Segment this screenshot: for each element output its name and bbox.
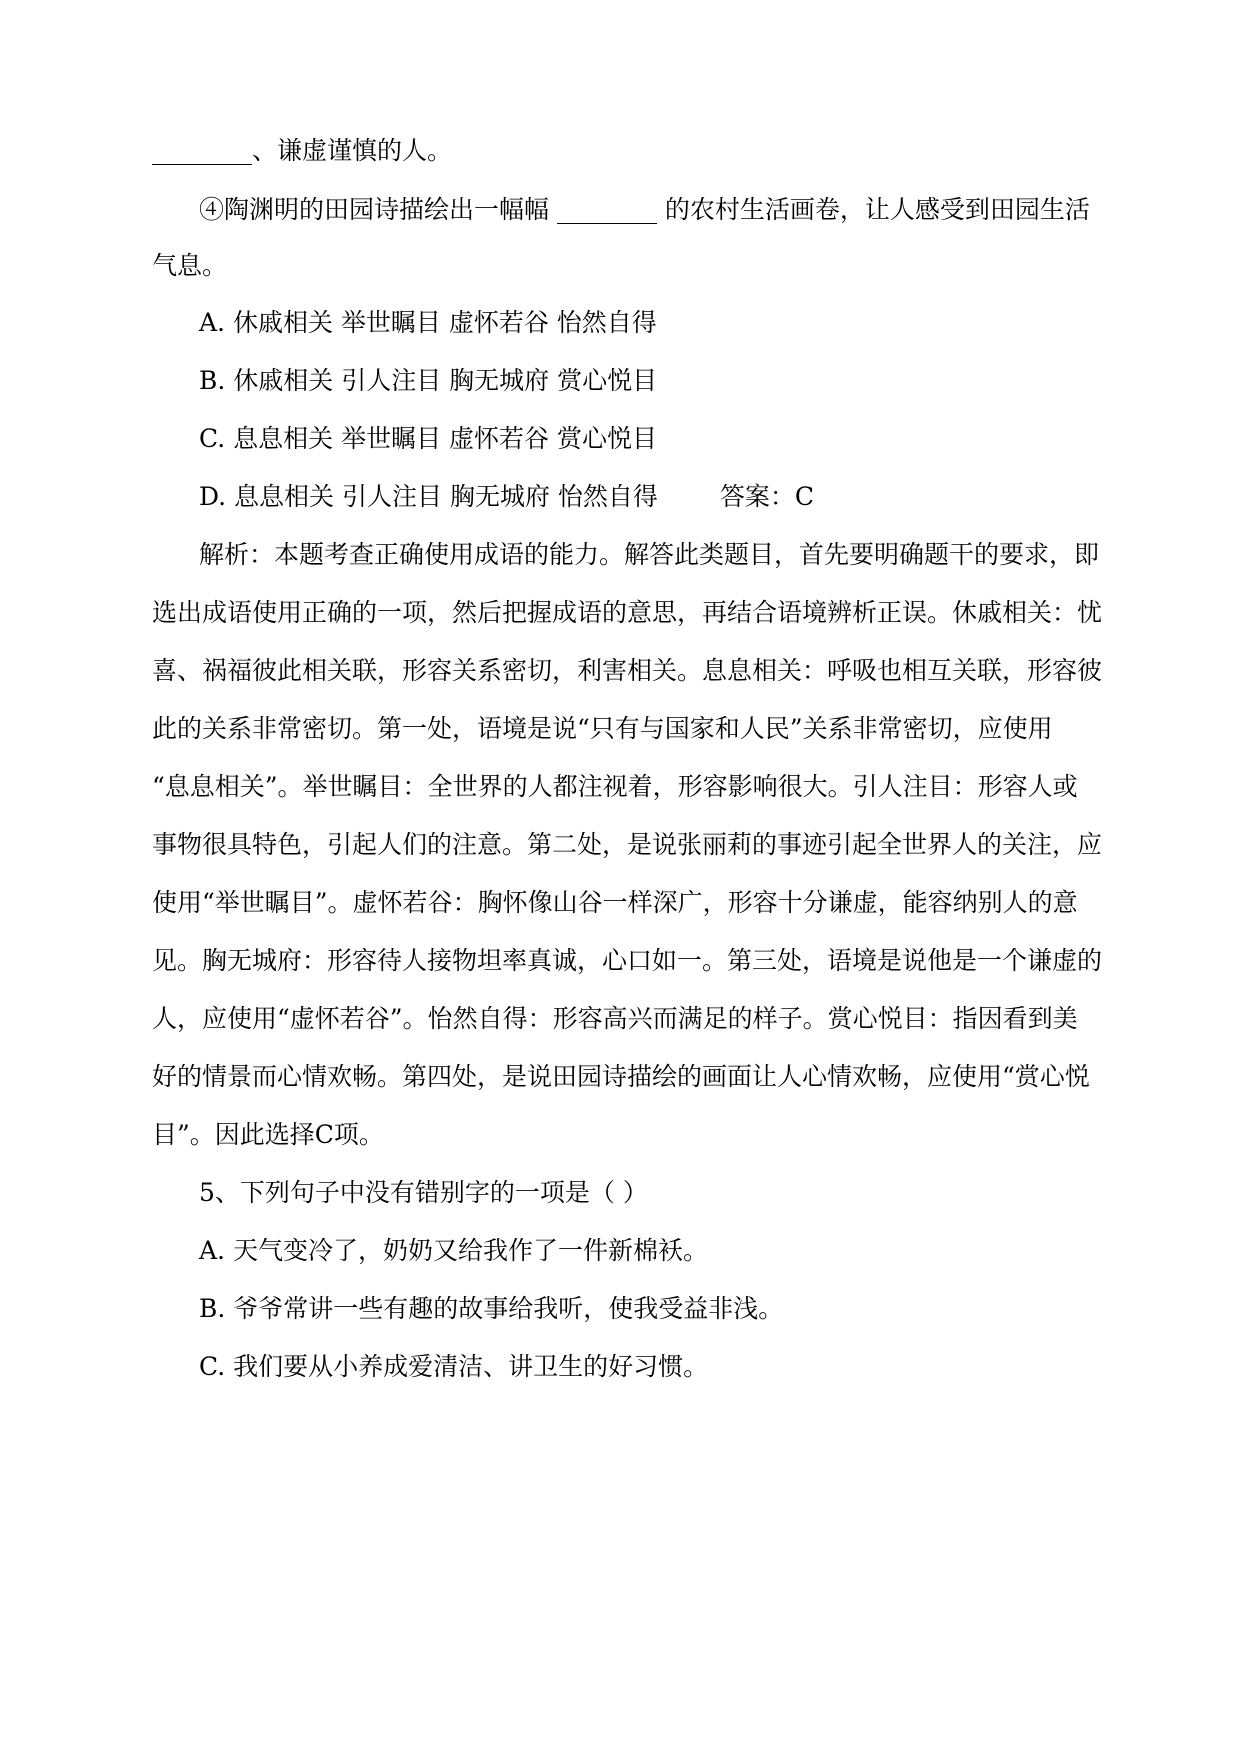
analysis-line: 好的情景而心情欢畅。第四处，是说田园诗描绘的画面让人心情欢畅，应使用“赏心悦 bbox=[152, 1062, 1090, 1091]
q4-item4-line2: 气息。 bbox=[152, 251, 228, 280]
q4-answer: 答案：C bbox=[719, 482, 815, 511]
analysis-line: 解析：本题考查正确使用成语的能力。解答此类题目，首先要明确题干的要求，即 bbox=[199, 540, 1100, 569]
q4-item4-line1: ④陶渊明的田园诗描绘出一幅幅 ________ 的农村生活画卷，让人感受到田园生活 bbox=[199, 195, 1090, 224]
analysis-line: 此的关系非常密切。第一处，语境是说“只有与国家和人民”关系非常密切，应使用 bbox=[152, 714, 1053, 743]
q4-blank-line-continuation: ________、谦虚谨慎的人。 bbox=[152, 136, 453, 165]
analysis-line: 选出成语使用正确的一项，然后把握成语的意思，再结合语境辨析正误。休戚相关：忧 bbox=[152, 598, 1103, 627]
analysis-line: 见。胸无城府：形容待人接物坦率真诚，心口如一。第三处，语境是说他是一个谦虚的 bbox=[152, 946, 1103, 975]
q5-stem: 5、下列句子中没有错别字的一项是（ ） bbox=[199, 1178, 648, 1207]
analysis-line: 人，应使用“虚怀若谷”。怡然自得：形容高兴而满足的样子。赏心悦目：指因看到美 bbox=[152, 1004, 1078, 1033]
q5-option-a: A. 天气变冷了，奶奶又给我作了一件新棉袄。 bbox=[199, 1236, 708, 1265]
q4-option-b: B. 休戚相关 引人注目 胸无城府 赏心悦目 bbox=[199, 366, 658, 395]
q5-option-b: B. 爷爷常讲一些有趣的故事给我听，使我受益非浅。 bbox=[199, 1294, 784, 1323]
q4-option-d-row bbox=[199, 481, 814, 513]
q5-option-c: C. 我们要从小养成爱清洁、讲卫生的好习惯。 bbox=[199, 1352, 709, 1381]
q4-option-d: D. 息息相关 引人注目 胸无城府 怡然自得 bbox=[199, 482, 658, 511]
analysis-line: “息息相关”。举世瞩目：全世界的人都注视着，形容影响很大。引人注目：形容人或 bbox=[152, 772, 1078, 801]
analysis-line: 使用“举世瞩目”。虚怀若谷：胸怀像山谷一样深广，形容十分谦虚，能容纳别人的意 bbox=[152, 888, 1078, 917]
q4-option-a: A. 休戚相关 举世瞩目 虚怀若谷 怡然自得 bbox=[199, 308, 657, 337]
analysis-line: 喜、祸福彼此相关联，形容关系密切，利害相关。息息相关：呼吸也相互关联，形容彼 bbox=[152, 656, 1103, 685]
analysis-line: 事物很具特色，引起人们的注意。第二处，是说张丽莉的事迹引起全世界人的关注，应 bbox=[152, 830, 1103, 859]
q4-option-c: C. 息息相关 举世瞩目 虚怀若谷 赏心悦目 bbox=[199, 424, 657, 453]
analysis-line: 目”。因此选择C项。 bbox=[152, 1120, 384, 1149]
